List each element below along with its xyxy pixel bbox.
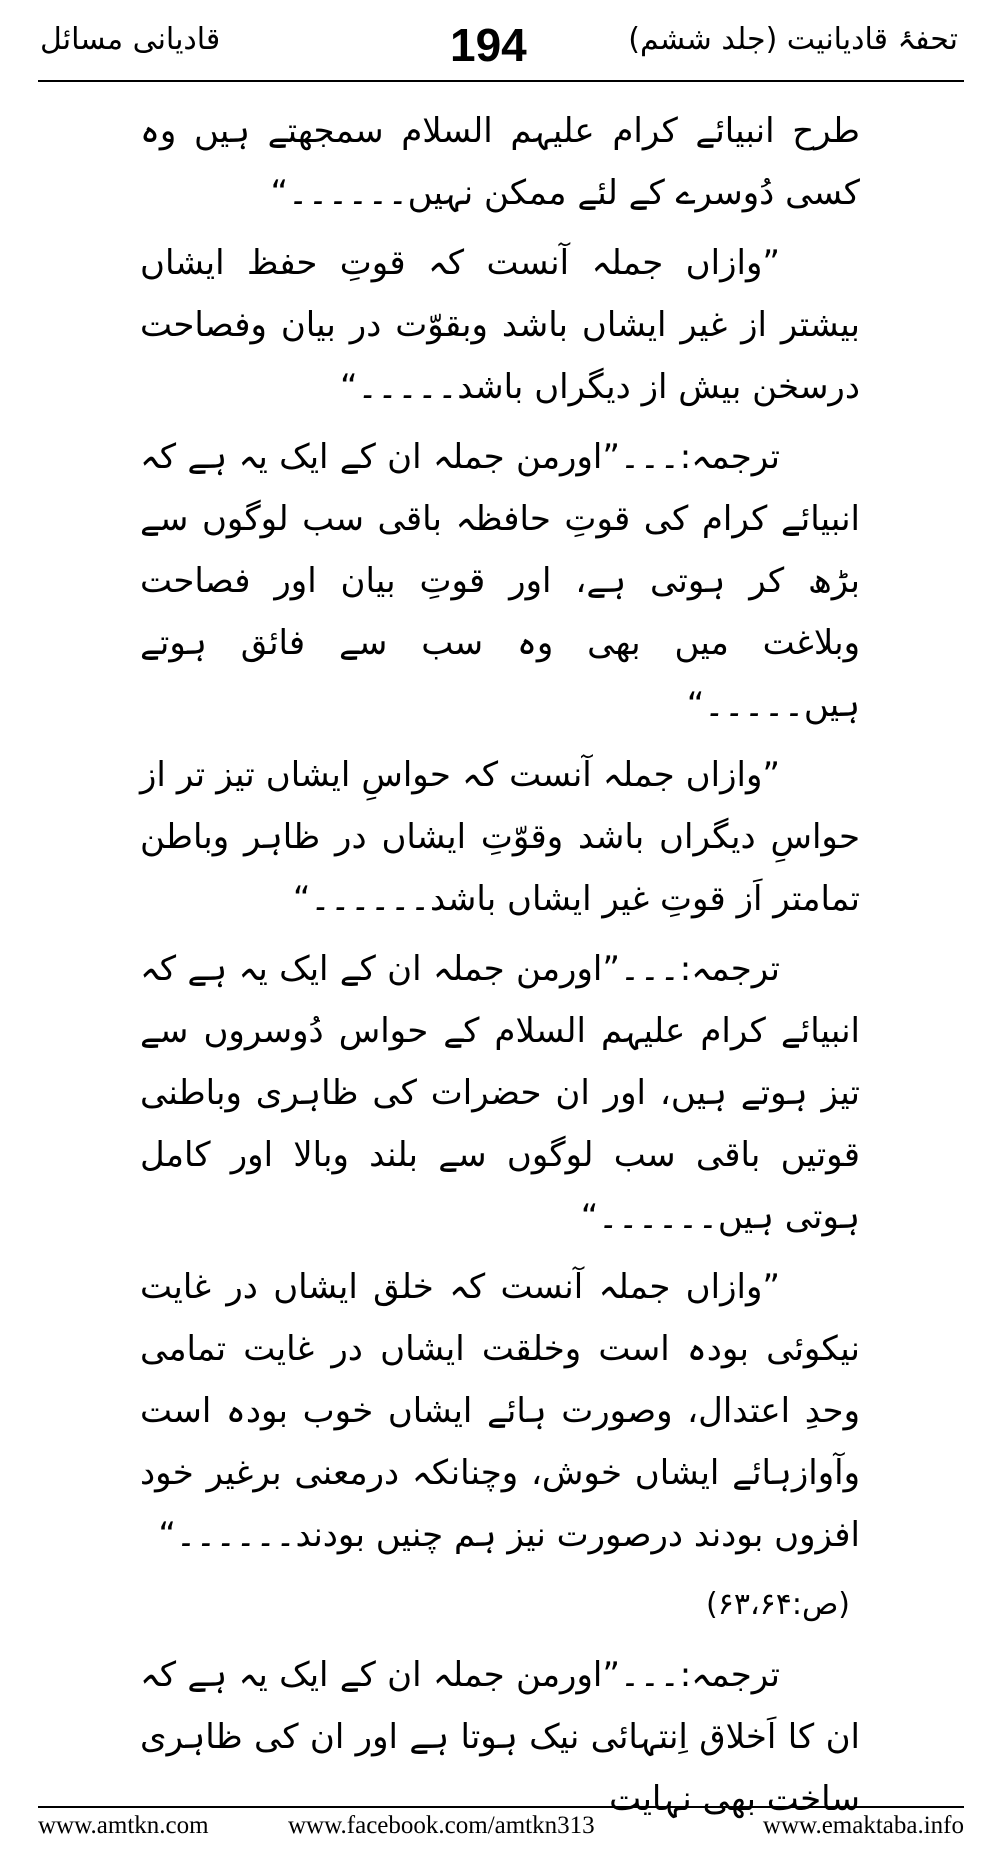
quote-persian-1: ”وازاں جملہ آنست کہ قوتِ حفظ ایشاں بیشتر از غیر ایشاں باشد وبقوّت در بیان وفصاحت درسخن بیش از دیگراں باشد۔۔۔۔۔“ (140, 243, 860, 407)
quote-persian-2: ”وازاں جملہ آنست کہ حواسِ ایشاں تیز تر از حواسِ دیگراں باشد وقوّتِ ایشاں در ظاہر وباطن تمامتر اَز قوتِ غیر ایشاں باشد۔۔۔۔۔۔“ (140, 755, 860, 919)
page-citation: (ص:۶۳،۶۴) (706, 1587, 850, 1622)
page-footer (38, 1812, 964, 1842)
header-divider (38, 80, 964, 82)
page-header (0, 0, 1000, 88)
translation-2: ترجمہ:۔۔۔”اورمن جملہ ان کے ایک یہ ہے کہ انبیائے کرام علیہم السلام کے حواس دُوسروں سے تیز ہوتے ہیں، اور ان حضرات کی ظاہری وباطنی قوتیں باقی سب لوگوں سے بلند وبالا اور کامل ہوتی ہیں۔۔۔۔۔۔“ (140, 949, 860, 1237)
footer-link-emaktaba[interactable]: www.emaktaba.info (762, 1812, 964, 1839)
paragraph-1: طرح انبیائے کرام علیہم السلام سمجھتے ہیں وہ کسی دُوسرے کے لئے ممکن نہیں۔۔۔۔۔۔“ (140, 111, 860, 213)
footer-divider (38, 1806, 964, 1808)
book-title: تحفۂ قادیانیت (جلد ششم) (628, 22, 958, 57)
page-number: 194 (450, 19, 527, 71)
footer-link-amtkn[interactable]: www.amtkn.com (38, 1812, 209, 1839)
footer-link-facebook[interactable]: www.facebook.com/amtkn313 (288, 1812, 595, 1839)
translation-3: ترجمہ:۔۔۔”اورمن جملہ ان کے ایک یہ ہے کہ ان کا اَخلاق اِنتہائی نیک ہوتا ہے اور ان کی ظاہری ساخت بھی نہایت (140, 1655, 860, 1819)
translation-1: ترجمہ:۔۔۔”اورمن جملہ ان کے ایک یہ ہے کہ انبیائے کرام کی قوتِ حافظہ باقی سب لوگوں سے بڑھ کر ہوتی ہے، اور قوتِ بیان اور فصاحت وبلاغت میں بھی وہ سب سے فائق ہوتے ہیں۔۔۔۔۔“ (140, 437, 860, 725)
page-body (140, 100, 860, 1838)
quote-persian-3: ”وازاں جملہ آنست کہ خلق ایشاں در غایت نیکوئی بودہ است وخلقت ایشاں در غایت تمامی وحدِ اعتدال، وصورت ہائے ایشاں خوب بودہ است وآوازہائے ایشاں خوش، وچنانکہ درمعنی برغیر خود افزوں بودند درصورت نیز ہم چنیں بودند۔۔۔۔۔۔“ (140, 1267, 860, 1555)
chapter-title: قادیانی مسائل (40, 22, 221, 57)
